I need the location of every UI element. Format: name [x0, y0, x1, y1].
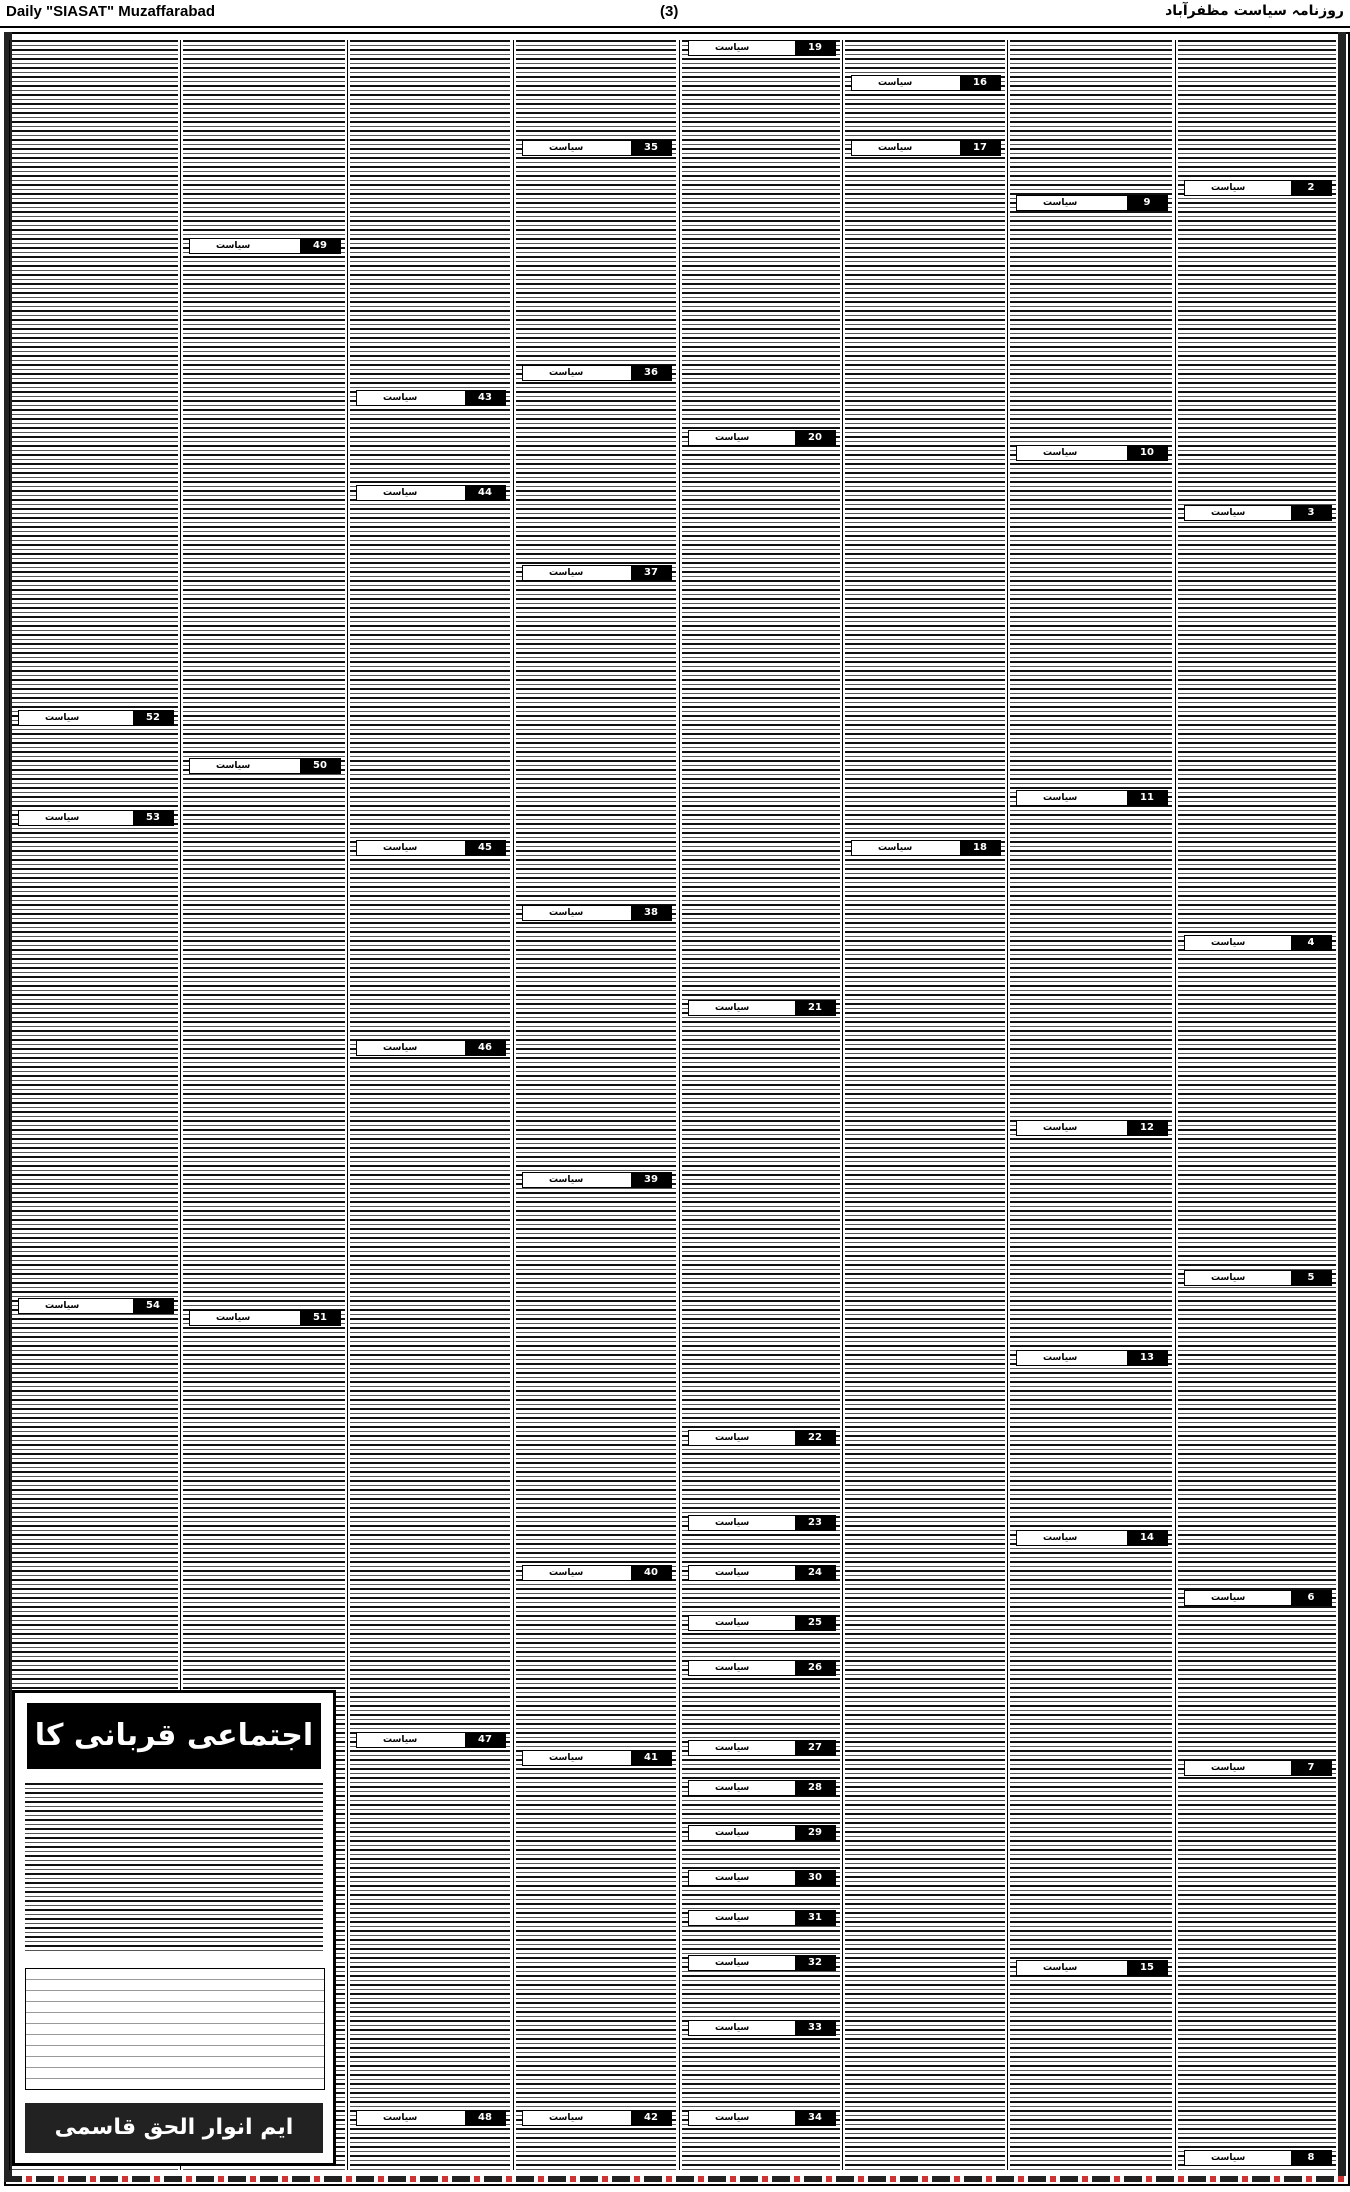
text-column: [682, 40, 840, 2170]
section-label: سیاست: [715, 1958, 750, 1968]
section-heading: [1016, 1120, 1168, 1136]
section-heading: [1184, 935, 1332, 951]
section-label: سیاست: [715, 1003, 750, 1013]
section-number: 7: [1291, 1761, 1331, 1775]
section-number: 42: [631, 2111, 671, 2125]
section-label: سیاست: [878, 843, 913, 853]
section-number: 45: [465, 841, 505, 855]
section-number: 48: [465, 2111, 505, 2125]
section-number: 17: [960, 141, 1000, 155]
section-heading: [688, 2110, 836, 2126]
section-heading: [688, 2020, 836, 2036]
masthead-right: روزنامہ سیاست مظفرآباد: [1165, 3, 1344, 19]
section-label: سیاست: [715, 1783, 750, 1793]
section-number: 52: [133, 711, 173, 725]
section-heading: [356, 485, 506, 501]
section-heading: [688, 1825, 836, 1841]
section-heading: [522, 1565, 672, 1581]
section-number: 30: [795, 1871, 835, 1885]
left-border-band: [4, 32, 12, 2182]
column-rule: [842, 40, 843, 2170]
section-number: 49: [300, 239, 340, 253]
section-heading: [688, 1660, 836, 1676]
section-label: سیاست: [715, 1913, 750, 1923]
section-number: 40: [631, 1566, 671, 1580]
section-label: سیاست: [715, 1743, 750, 1753]
text-column: [350, 40, 510, 2170]
section-heading: [1016, 445, 1168, 461]
section-heading: [18, 710, 174, 726]
advert-body-text: [25, 1783, 323, 1953]
section-number: 4: [1291, 936, 1331, 950]
section-number: 15: [1127, 1961, 1167, 1975]
section-label: سیاست: [1211, 1273, 1246, 1283]
section-label: سیاست: [549, 1175, 584, 1185]
section-number: 35: [631, 141, 671, 155]
section-label: سیاست: [1211, 183, 1246, 193]
section-label: سیاست: [715, 2023, 750, 2033]
section-number: 51: [300, 1311, 340, 1325]
section-number: 38: [631, 906, 671, 920]
section-number: 14: [1127, 1531, 1167, 1545]
section-heading: [688, 430, 836, 446]
section-heading: [522, 2110, 672, 2126]
section-heading: [522, 1172, 672, 1188]
section-heading: [688, 1780, 836, 1796]
section-label: سیاست: [216, 761, 251, 771]
section-number: 26: [795, 1661, 835, 1675]
section-number: 36: [631, 366, 671, 380]
section-label: سیاست: [383, 1735, 418, 1745]
section-label: سیاست: [1043, 1533, 1078, 1543]
text-column: [845, 40, 1005, 2170]
section-heading: [688, 1000, 836, 1016]
section-number: 19: [795, 41, 835, 55]
section-number: 34: [795, 2111, 835, 2125]
section-label: سیاست: [1211, 1763, 1246, 1773]
column-rule: [1175, 40, 1176, 2170]
section-label: سیاست: [383, 393, 418, 403]
column-rule: [347, 40, 348, 2170]
section-number: 24: [795, 1566, 835, 1580]
section-label: سیاست: [45, 1301, 80, 1311]
section-label: سیاست: [1211, 1593, 1246, 1603]
section-heading: [18, 810, 174, 826]
section-heading: [688, 1615, 836, 1631]
section-number: 20: [795, 431, 835, 445]
section-label: سیاست: [1043, 198, 1078, 208]
advert-title: اجتماعی قربانی کا: [27, 1703, 321, 1769]
section-number: 8: [1291, 2151, 1331, 2165]
text-column: [1178, 40, 1336, 2170]
section-label: سیاست: [715, 433, 750, 443]
section-heading: [522, 905, 672, 921]
section-label: سیاست: [549, 143, 584, 153]
section-number: 22: [795, 1431, 835, 1445]
section-number: 44: [465, 486, 505, 500]
section-label: سیاست: [715, 1618, 750, 1628]
section-label: سیاست: [383, 488, 418, 498]
section-label: سیاست: [715, 1518, 750, 1528]
section-number: 21: [795, 1001, 835, 1015]
section-heading: [1184, 1760, 1332, 1776]
section-label: سیاست: [216, 241, 251, 251]
section-number: 43: [465, 391, 505, 405]
section-heading: [18, 1298, 174, 1314]
section-heading: [688, 1515, 836, 1531]
section-label: سیاست: [715, 1663, 750, 1673]
right-border-band: [1338, 32, 1346, 2182]
section-label: سیاست: [549, 568, 584, 578]
section-heading: [189, 1310, 341, 1326]
section-heading: [522, 1750, 672, 1766]
column-rule: [513, 40, 514, 2170]
column-rule: [679, 40, 680, 2170]
section-label: سیاست: [1211, 2153, 1246, 2163]
section-label: سیاست: [1043, 448, 1078, 458]
section-heading: [189, 758, 341, 774]
section-number: 11: [1127, 791, 1167, 805]
section-number: 13: [1127, 1351, 1167, 1365]
section-label: سیاست: [1043, 1353, 1078, 1363]
section-heading: [189, 238, 341, 254]
section-label: سیاست: [549, 908, 584, 918]
section-label: سیاست: [216, 1313, 251, 1323]
section-label: سیاست: [383, 1043, 418, 1053]
section-label: سیاست: [715, 1873, 750, 1883]
section-number: 3: [1291, 506, 1331, 520]
section-number: 29: [795, 1826, 835, 1840]
section-number: 54: [133, 1299, 173, 1313]
section-heading: [688, 1870, 836, 1886]
section-label: سیاست: [45, 713, 80, 723]
advert-signature: ایم انوار الحق قاسمی: [25, 2103, 323, 2153]
section-number: 46: [465, 1041, 505, 1055]
section-label: سیاست: [715, 1828, 750, 1838]
section-heading: [1184, 180, 1332, 196]
section-heading: [851, 75, 1001, 91]
section-label: سیاست: [549, 1753, 584, 1763]
section-heading: [522, 140, 672, 156]
section-heading: [1184, 1590, 1332, 1606]
section-number: 33: [795, 2021, 835, 2035]
section-number: 9: [1127, 196, 1167, 210]
section-heading: [1184, 2150, 1332, 2166]
section-heading: [1016, 195, 1168, 211]
section-heading: [1184, 1270, 1332, 1286]
section-number: 28: [795, 1781, 835, 1795]
page-number: (3): [660, 3, 679, 20]
section-label: سیاست: [1043, 793, 1078, 803]
section-number: 10: [1127, 446, 1167, 460]
section-number: 39: [631, 1173, 671, 1187]
section-label: سیاست: [715, 43, 750, 53]
section-heading: [356, 1040, 506, 1056]
section-number: 6: [1291, 1591, 1331, 1605]
masthead-left: Daily "SIASAT" Muzaffarabad: [6, 3, 215, 20]
section-heading: [1016, 790, 1168, 806]
column-rule: [9, 40, 10, 2170]
section-label: سیاست: [878, 143, 913, 153]
section-label: سیاست: [45, 813, 80, 823]
section-label: سیاست: [383, 2113, 418, 2123]
section-heading: [356, 390, 506, 406]
section-number: 23: [795, 1516, 835, 1530]
section-heading: [688, 1565, 836, 1581]
section-heading: [356, 840, 506, 856]
section-number: 27: [795, 1741, 835, 1755]
section-label: سیاست: [549, 1568, 584, 1578]
section-label: سیاست: [1211, 508, 1246, 518]
section-heading: [851, 140, 1001, 156]
section-label: سیاست: [549, 2113, 584, 2123]
section-heading: [688, 1430, 836, 1446]
section-number: 31: [795, 1911, 835, 1925]
section-label: سیاست: [549, 368, 584, 378]
section-number: 47: [465, 1733, 505, 1747]
section-label: سیاست: [715, 2113, 750, 2123]
section-number: 25: [795, 1616, 835, 1630]
section-number: 32: [795, 1956, 835, 1970]
section-heading: [356, 1732, 506, 1748]
advert-box: [12, 1690, 336, 2166]
section-label: سیاست: [1043, 1963, 1078, 1973]
section-number: 53: [133, 811, 173, 825]
section-label: سیاست: [715, 1433, 750, 1443]
section-label: سیاست: [878, 78, 913, 88]
section-number: 12: [1127, 1121, 1167, 1135]
section-heading: [851, 840, 1001, 856]
advert-contacts-table: [25, 1968, 325, 2090]
masthead: [0, 0, 1350, 28]
section-label: سیاست: [383, 843, 418, 853]
section-heading: [522, 365, 672, 381]
text-column: [516, 40, 676, 2170]
section-heading: [688, 40, 836, 56]
section-heading: [1016, 1960, 1168, 1976]
section-heading: [688, 1740, 836, 1756]
section-number: 16: [960, 76, 1000, 90]
section-heading: [1184, 505, 1332, 521]
section-number: 41: [631, 1751, 671, 1765]
section-heading: [688, 1910, 836, 1926]
section-number: 18: [960, 841, 1000, 855]
section-heading: [356, 2110, 506, 2126]
section-number: 50: [300, 759, 340, 773]
section-number: 5: [1291, 1271, 1331, 1285]
text-column: [1010, 40, 1172, 2170]
section-heading: [522, 565, 672, 581]
column-rule: [1007, 40, 1008, 2170]
section-label: سیاست: [715, 1568, 750, 1578]
section-heading: [1016, 1530, 1168, 1546]
section-number: 2: [1291, 181, 1331, 195]
section-label: سیاست: [1211, 938, 1246, 948]
section-heading: [1016, 1350, 1168, 1366]
section-number: 37: [631, 566, 671, 580]
section-label: سیاست: [1043, 1123, 1078, 1133]
bottom-border-band: [4, 2176, 1346, 2182]
section-heading: [688, 1955, 836, 1971]
